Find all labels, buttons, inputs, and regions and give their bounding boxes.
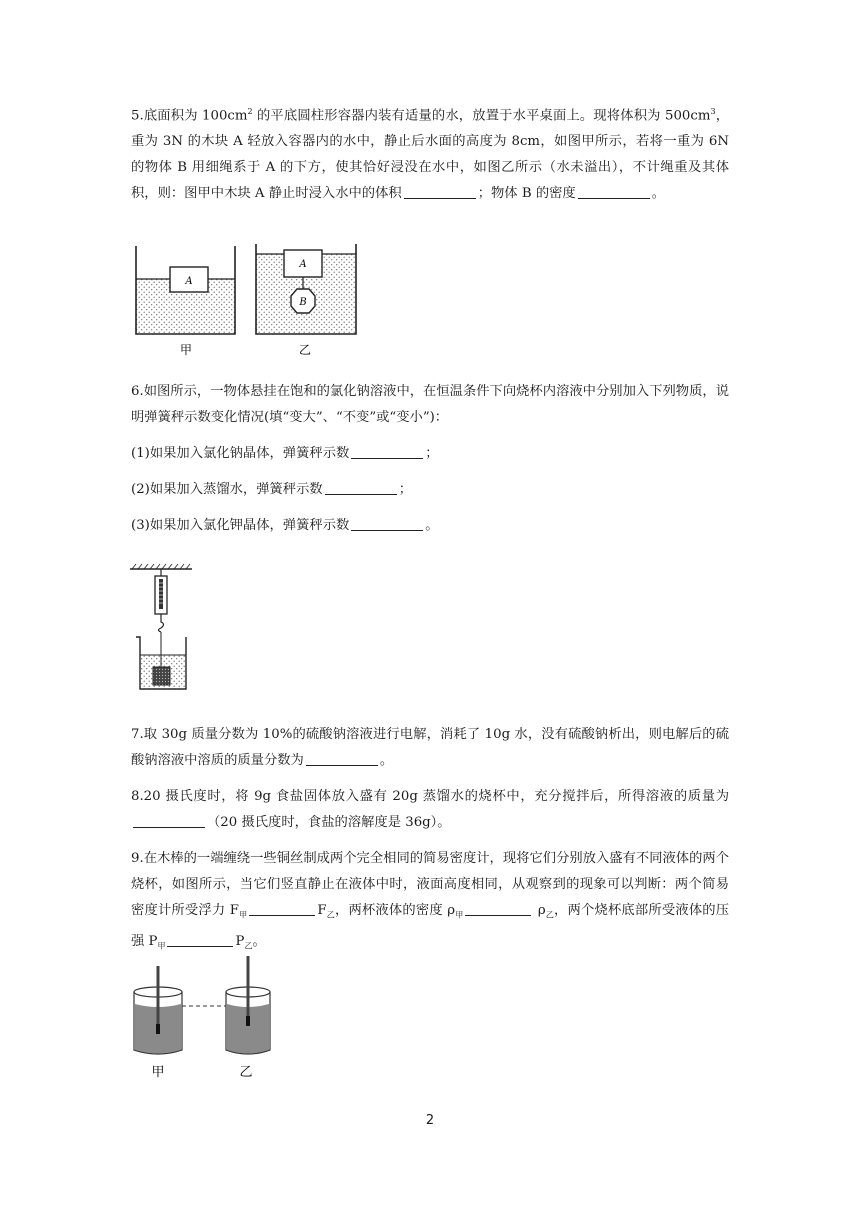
question-6-figure — [128, 560, 198, 694]
question-5-text: 5.底面积为 $100cm^2$ 的平底圆柱形容器内装有适量的水，放置于水平桌面上。现将体积为 $500cm^3$，重为 3N 的木块 A 轻放入容器内的水中，静止后水面的高度为 8cm，如图甲所示，若将一重为 6N 的物体 B 用细绳系于 A 的下方，使其恰好浸没在水中，如图乙所示（水未溢出），不计绳重及其体积，则：图甲中木块 A 静止时浸入水中的体积 ；物体 B 的密度 。 — [131, 107, 730, 202]
question-5 — [131, 99, 729, 207]
question-9: 9.在木棒的一端缠绕一些铜丝制成两个完全相同的简易密度计，现将它们分别放入盛有不同液体的两个烧杯，如图所示，当它们竖直静止在液体中时，液面高度相同，从观察到的现象可以判断：两个简易密度计所受浮力 $F_甲$ $F_乙$，两杯液体的密度 $\rho_甲$ $\rho_乙$，两个烧杯底部所受液体的压强 $P_甲$ $P_乙$。 — [131, 851, 730, 951]
answer-blank[interactable] — [465, 901, 531, 916]
svg-text:B: B — [299, 297, 307, 308]
answer-blank[interactable] — [351, 444, 423, 459]
answer-blank[interactable] — [578, 184, 650, 199]
question-5-figure — [128, 236, 368, 362]
label-jia: 甲 — [179, 343, 193, 357]
label-yi: 乙 — [239, 1065, 253, 1080]
question-6-item-1: (1)如果加入氯化钠晶体，弹簧秤示数 ； — [131, 446, 439, 461]
label-yi: 乙 — [298, 343, 312, 357]
answer-blank[interactable] — [133, 813, 205, 828]
answer-blank[interactable] — [351, 516, 423, 531]
answer-blank[interactable] — [325, 480, 397, 495]
answer-blank[interactable] — [167, 932, 233, 947]
svg-text:A: A — [299, 259, 307, 270]
page-number: 2 — [425, 1113, 435, 1128]
beaker-jia — [134, 966, 182, 1054]
answer-blank[interactable] — [249, 901, 315, 916]
question-6-item-3: (3)如果加入氯化钾晶体，弹簧秤示数 。 — [131, 518, 439, 533]
container-yi — [256, 244, 356, 334]
question-6 — [131, 379, 729, 431]
answer-blank[interactable] — [306, 751, 378, 766]
container-jia — [136, 246, 235, 334]
label-jia: 甲 — [151, 1065, 165, 1080]
question-6-intro: 6.如图所示，一物体悬挂在饱和的氯化钠溶液中，在恒温条件下向烧杯内溶液中分别加入下列物质，说明弹簧秤示数变化情况(填“变大”、“不变”或“变小”)： — [131, 384, 729, 425]
question-6-item-2: (2)如果加入蒸馏水，弹簧秤示数 ； — [131, 482, 412, 497]
svg-text:A: A — [185, 276, 193, 287]
question-8: 8.20 摄氏度时，将 9g 食盐固体放入盛有 20g 蒸馏水的烧杯中，充分搅拌后，所得溶液的质量为（20 摄氏度时，食盐的溶解度是 36g）。 — [131, 789, 729, 830]
question-7: 7.取 30g 质量分数为 10%的硫酸钠溶液进行电解，消耗了 10g 水，没有硫酸钠析出，则电解后的硫酸钠溶液中溶质的质量分数为 。 — [131, 727, 729, 768]
question-9-figure — [128, 952, 278, 1080]
answer-blank[interactable] — [404, 184, 476, 199]
beaker-yi — [226, 956, 270, 1054]
hanging-object — [153, 667, 170, 685]
